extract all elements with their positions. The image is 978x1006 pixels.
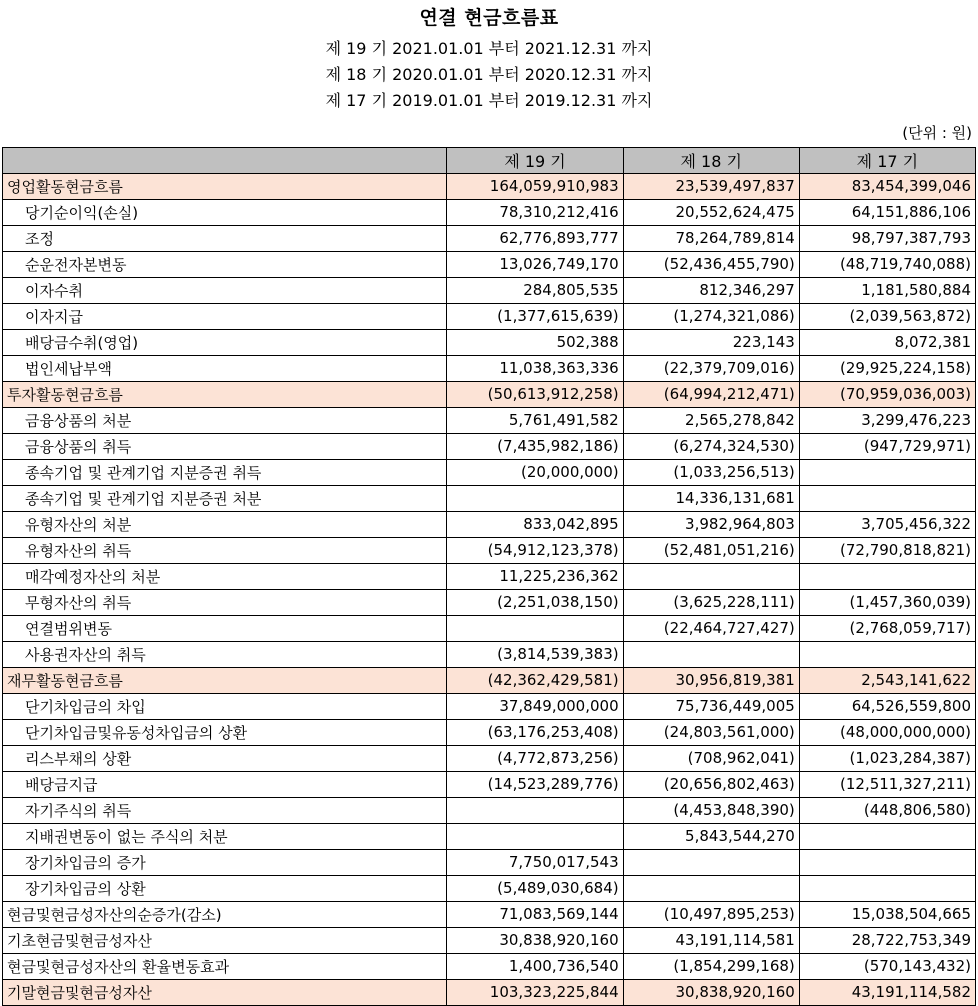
row-value-period-18 (623, 849, 799, 875)
row-value-period-18: 5,843,544,270 (623, 823, 799, 849)
column-header-period-19: 제 19 기 (447, 147, 623, 173)
table-row (3, 433, 976, 459)
row-label: 현금및현금성자산의 환율변동효과 (3, 953, 447, 979)
period-line-19: 제 19 기 2021.01.01 부터 2021.12.31 까지 (325, 38, 653, 58)
table-row (3, 797, 976, 823)
row-label: 당기순이익(손실) (3, 199, 447, 225)
row-label: 연결범위변동 (3, 615, 447, 641)
row-label: 장기차입금의 증가 (3, 849, 447, 875)
row-value-period-17: (2,768,059,717) (799, 615, 975, 641)
row-value-period-17: 98,797,387,793 (799, 225, 975, 251)
row-value-period-19: 11,225,236,362 (447, 563, 623, 589)
table-row (3, 381, 976, 407)
row-value-period-19 (447, 615, 623, 641)
row-value-period-17: (70,959,036,003) (799, 381, 975, 407)
row-value-period-19: 71,083,569,144 (447, 901, 623, 927)
row-value-period-18: (22,379,709,016) (623, 355, 799, 381)
row-label: 매각예정자산의 처분 (3, 563, 447, 589)
row-value-period-17: (2,039,563,872) (799, 303, 975, 329)
table-row (3, 199, 976, 225)
row-label: 사용권자산의 취득 (3, 641, 447, 667)
table-row (3, 771, 976, 797)
row-value-period-17: 3,705,456,322 (799, 511, 975, 537)
row-label: 기초현금및현금성자산 (3, 927, 447, 953)
row-value-period-17: (48,719,740,088) (799, 251, 975, 277)
table-row (3, 667, 976, 693)
row-label: 배당금수취(영업) (3, 329, 447, 355)
table-row (3, 303, 976, 329)
row-value-period-17: 2,543,141,622 (799, 667, 975, 693)
row-value-period-18: 23,539,497,837 (623, 173, 799, 199)
page-title: 연결 현금흐름표 (419, 7, 559, 29)
row-value-period-17: (72,790,818,821) (799, 537, 975, 563)
row-value-period-19: 78,310,212,416 (447, 199, 623, 225)
row-value-period-17 (799, 823, 975, 849)
row-label: 금융상품의 처분 (3, 407, 447, 433)
row-value-period-17: 64,526,559,800 (799, 693, 975, 719)
row-value-period-17 (799, 485, 975, 511)
row-value-period-18: 20,552,624,475 (623, 199, 799, 225)
row-value-period-18: (708,962,041) (623, 745, 799, 771)
row-value-period-17 (799, 459, 975, 485)
period-line-18: 제 18 기 2020.01.01 부터 2020.12.31 까지 (325, 64, 653, 84)
row-value-period-19: (20,000,000) (447, 459, 623, 485)
row-value-period-17: (29,925,224,158) (799, 355, 975, 381)
row-value-period-18 (623, 563, 799, 589)
row-value-period-18: 223,143 (623, 329, 799, 355)
column-header-period-18: 제 18 기 (623, 147, 799, 173)
row-value-period-19 (447, 823, 623, 849)
row-value-period-19: (4,772,873,256) (447, 745, 623, 771)
table-row (3, 563, 976, 589)
row-value-period-17: 15,038,504,665 (799, 901, 975, 927)
row-value-period-17: 28,722,753,349 (799, 927, 975, 953)
row-value-period-19: (1,377,615,639) (447, 303, 623, 329)
table-row (3, 589, 976, 615)
table-row (3, 901, 976, 927)
row-value-period-17: (12,511,327,211) (799, 771, 975, 797)
row-label: 법인세납부액 (3, 355, 447, 381)
row-value-period-18: (6,274,324,530) (623, 433, 799, 459)
row-value-period-18: (52,481,051,216) (623, 537, 799, 563)
row-value-period-18: (1,033,256,513) (623, 459, 799, 485)
row-value-period-19: 13,026,749,170 (447, 251, 623, 277)
table-row (3, 641, 976, 667)
row-value-period-19: 5,761,491,582 (447, 407, 623, 433)
row-value-period-18: (22,464,727,427) (623, 615, 799, 641)
row-label: 종속기업 및 관계기업 지분증권 취득 (3, 459, 447, 485)
table-row (3, 979, 976, 1005)
row-value-period-18: 812,346,297 (623, 277, 799, 303)
row-value-period-19: 30,838,920,160 (447, 927, 623, 953)
row-label: 이자수취 (3, 277, 447, 303)
row-value-period-18: 3,982,964,803 (623, 511, 799, 537)
table-row (3, 953, 976, 979)
row-value-period-17: (448,806,580) (799, 797, 975, 823)
row-value-period-17 (799, 641, 975, 667)
table-row (3, 693, 976, 719)
row-value-period-19: (7,435,982,186) (447, 433, 623, 459)
table-row (3, 615, 976, 641)
row-value-period-18: 78,264,789,814 (623, 225, 799, 251)
table-row (3, 927, 976, 953)
table-row (3, 355, 976, 381)
row-value-period-18: (1,854,299,168) (623, 953, 799, 979)
row-label: 현금및현금성자산의순증가(감소) (3, 901, 447, 927)
table-row (3, 875, 976, 901)
row-value-period-18: 14,336,131,681 (623, 485, 799, 511)
row-value-period-18 (623, 875, 799, 901)
row-value-period-19: 7,750,017,543 (447, 849, 623, 875)
table-row (3, 251, 976, 277)
row-value-period-18 (623, 641, 799, 667)
table-header-row (3, 147, 976, 173)
row-value-period-17: (1,023,284,387) (799, 745, 975, 771)
row-label: 재무활동현금흐름 (3, 667, 447, 693)
row-value-period-17: (570,143,432) (799, 953, 975, 979)
table-row (3, 511, 976, 537)
row-label: 이자지급 (3, 303, 447, 329)
row-value-period-19: 11,038,363,336 (447, 355, 623, 381)
row-value-period-17 (799, 849, 975, 875)
row-label: 리스부채의 상환 (3, 745, 447, 771)
table-row (3, 745, 976, 771)
table-row (3, 407, 976, 433)
row-value-period-18: 30,956,819,381 (623, 667, 799, 693)
row-value-period-19: (50,613,912,258) (447, 381, 623, 407)
row-label: 지배권변동이 없는 주식의 처분 (3, 823, 447, 849)
column-header-period-17: 제 17 기 (799, 147, 975, 173)
row-value-period-19 (447, 485, 623, 511)
row-value-period-19: 62,776,893,777 (447, 225, 623, 251)
row-value-period-18: (10,497,895,253) (623, 901, 799, 927)
row-value-period-17: (1,457,360,039) (799, 589, 975, 615)
row-value-period-19: 502,388 (447, 329, 623, 355)
row-label: 단기차입금및유동성차입금의 상환 (3, 719, 447, 745)
row-value-period-17: (947,729,971) (799, 433, 975, 459)
row-value-period-17: 43,191,114,582 (799, 979, 975, 1005)
row-value-period-18: 2,565,278,842 (623, 407, 799, 433)
table-row (3, 849, 976, 875)
row-label: 투자활동현금흐름 (3, 381, 447, 407)
row-value-period-18: 30,838,920,160 (623, 979, 799, 1005)
row-value-period-19: 37,849,000,000 (447, 693, 623, 719)
period-line-17: 제 17 기 2019.01.01 부터 2019.12.31 까지 (325, 90, 653, 110)
row-label: 배당금지급 (3, 771, 447, 797)
table-row (3, 277, 976, 303)
row-value-period-19: (42,362,429,581) (447, 667, 623, 693)
row-label: 유형자산의 취득 (3, 537, 447, 563)
row-value-period-18: (52,436,455,790) (623, 251, 799, 277)
row-label: 순운전자본변동 (3, 251, 447, 277)
row-value-period-18: (1,274,321,086) (623, 303, 799, 329)
row-label: 조정 (3, 225, 447, 251)
row-value-period-17 (799, 875, 975, 901)
table-row (3, 823, 976, 849)
cash-flow-table (2, 147, 976, 1006)
row-value-period-18: (20,656,802,463) (623, 771, 799, 797)
table-row (3, 329, 976, 355)
row-label: 자기주식의 취득 (3, 797, 447, 823)
row-value-period-19: (63,176,253,408) (447, 719, 623, 745)
row-value-period-18: (4,453,848,390) (623, 797, 799, 823)
row-value-period-19: 103,323,225,844 (447, 979, 623, 1005)
row-value-period-19: (3,814,539,383) (447, 641, 623, 667)
table-row (3, 485, 976, 511)
row-value-period-17: 3,299,476,223 (799, 407, 975, 433)
table-body (3, 173, 976, 1005)
column-header-label (3, 147, 447, 173)
row-value-period-18: 75,736,449,005 (623, 693, 799, 719)
row-value-period-19: (54,912,123,378) (447, 537, 623, 563)
row-value-period-17: 83,454,399,046 (799, 173, 975, 199)
table-row (3, 719, 976, 745)
row-value-period-19: 833,042,895 (447, 511, 623, 537)
row-label: 장기차입금의 상환 (3, 875, 447, 901)
row-label: 유형자산의 처분 (3, 511, 447, 537)
row-value-period-19 (447, 797, 623, 823)
row-value-period-17 (799, 563, 975, 589)
row-value-period-19: (2,251,038,150) (447, 589, 623, 615)
row-value-period-17: 1,181,580,884 (799, 277, 975, 303)
row-value-period-18: 43,191,114,581 (623, 927, 799, 953)
table-row (3, 173, 976, 199)
row-value-period-18: (64,994,212,471) (623, 381, 799, 407)
row-value-period-19: 164,059,910,983 (447, 173, 623, 199)
row-value-period-17: 64,151,886,106 (799, 199, 975, 225)
table-row (3, 537, 976, 563)
table-row (3, 459, 976, 485)
row-value-period-19: 284,805,535 (447, 277, 623, 303)
row-value-period-17: (48,000,000,000) (799, 719, 975, 745)
unit-note: (단위 : 원) (902, 123, 972, 142)
row-label: 금융상품의 취득 (3, 433, 447, 459)
row-value-period-17: 8,072,381 (799, 329, 975, 355)
row-label: 기말현금및현금성자산 (3, 979, 447, 1005)
row-value-period-18: (3,625,228,111) (623, 589, 799, 615)
row-label: 무형자산의 취득 (3, 589, 447, 615)
row-value-period-18: (24,803,561,000) (623, 719, 799, 745)
period-list (0, 30, 978, 114)
row-label: 단기차입금의 차입 (3, 693, 447, 719)
row-label: 종속기업 및 관계기업 지분증권 처분 (3, 485, 447, 511)
row-value-period-19: (14,523,289,776) (447, 771, 623, 797)
row-value-period-19: 1,400,736,540 (447, 953, 623, 979)
table-row (3, 225, 976, 251)
row-label: 영업활동현금흐름 (3, 173, 447, 199)
row-value-period-19: (5,489,030,684) (447, 875, 623, 901)
